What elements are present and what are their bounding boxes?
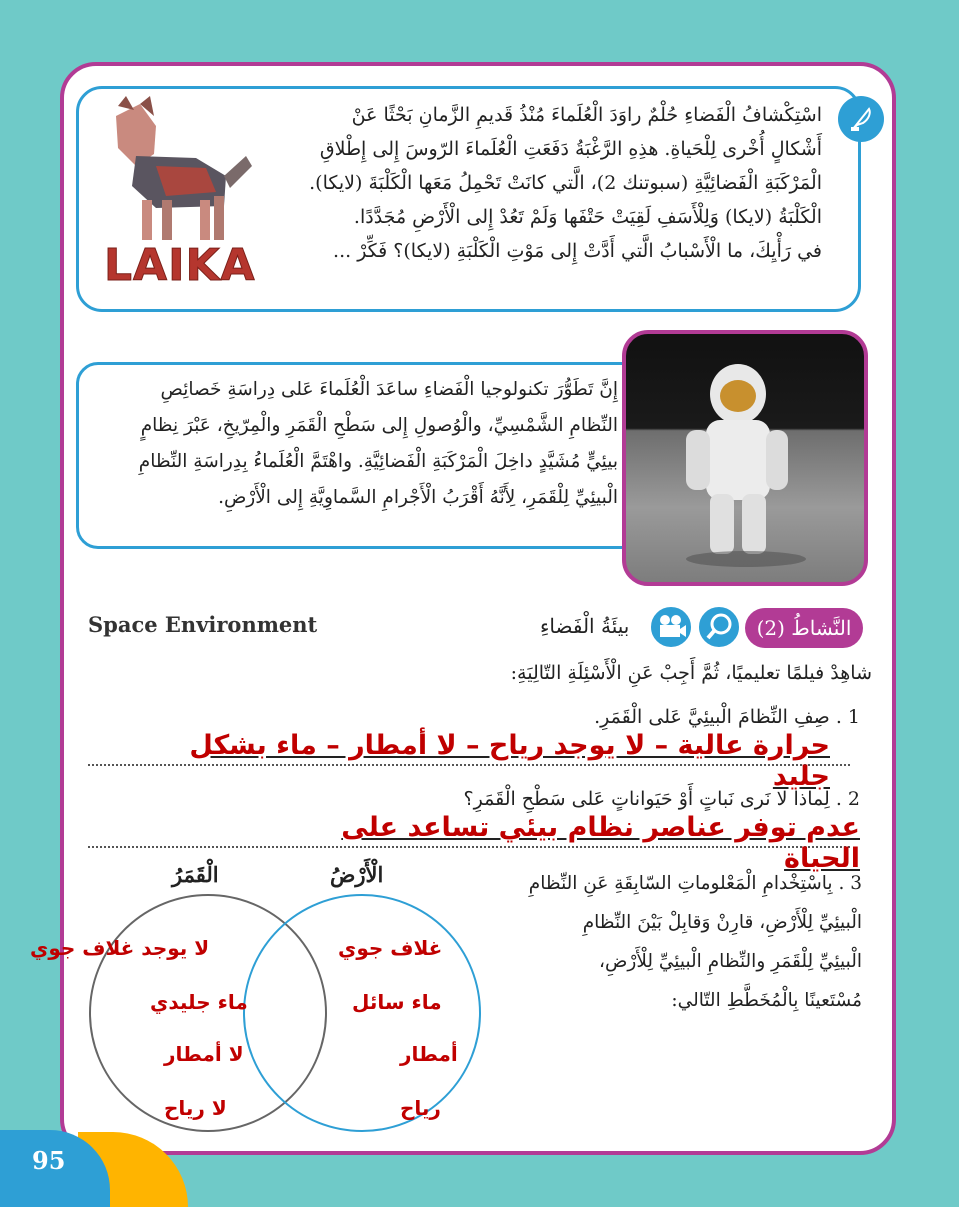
paragraph-line: الْمَرْكَبَةِ الْفَضائِيَّةِ (سبوتنك 2)، الَّتي كانَتْ تَحْمِلُ مَعَها الْكَلْبَةَ (لايكا). — [309, 172, 822, 194]
paragraph-line: اسْتِكْشافُ الْفَضاءِ حُلْمٌ راوَدَ الْعُلَماءَ مُنْذُ قَديمِ الزَّمانِ بَحْثًا عَنْ — [351, 104, 822, 126]
moon-item: لا يوجد غلاف جوي — [30, 936, 210, 960]
question-3-line: 3 . بِاسْتِخْدامِ الْمَعْلوماتِ السّابِقَةِ عَنِ النِّظامِ — [528, 873, 862, 894]
question-1: 1 . صِفِ النِّظامَ الْبيئِيَّ عَلى الْقَمَرِ. — [594, 706, 860, 728]
video-camera-icon — [648, 604, 694, 650]
question-3-line: الْبيئِيِّ لِلْقَمَرِ والنِّظامِ الْبيئِيِّ لِلْأَرْضِ، — [599, 951, 862, 972]
paragraph-line: بيئِيٍّ مُشَيَّدٍ داخِلَ الْمَرْكَبَةِ الْفَضائِيَّةِ. واهْتَمَّ الْعُلَماءُ بِدِراسَةِ النِّظامِ — [138, 451, 618, 472]
laika-caption: LAIKA — [104, 240, 256, 291]
earth-item: أمطار — [400, 1042, 458, 1066]
earth-label: الْأَرْضُ — [330, 862, 384, 887]
quill-icon — [838, 96, 884, 142]
paragraph-line: الْبيئِيِّ لِلْقَمَرِ، لِأَنَّهُ أَقْرَبُ الْأَجْرامِ السَّماوِيَّةِ إِلى الْأَرْضِ. — [218, 487, 618, 508]
activity-title-en: Space Environment — [88, 612, 318, 637]
answer-1: حرارة عالية – لا يوجد رياح – لا أمطار – ماء بشكل جليد — [189, 730, 830, 792]
question-3-line: الْبيئِيِّ لِلْأَرْضِ، قارِنْ وَقابِلْ بَيْنَ النِّظامِ — [582, 912, 862, 933]
page-number: 95 — [32, 1146, 66, 1175]
answer-2: عدم توفر عناصر نظام بيئي تساعد على الحياة — [341, 812, 860, 874]
magnifier-icon — [696, 604, 742, 650]
question-2: 2 . لِماذا لا نَرى نَباتٍ أَوْ حَيَواناتٍ عَلى سَطْحِ الْقَمَرِ؟ — [463, 788, 860, 810]
paragraph-line: إِنَّ تَطَوُّرَ تكنولوجيا الْفَضاءِ ساعَدَ الْعُلَماءَ عَلى دِراسَةِ خَصائِصِ — [160, 379, 618, 400]
moon-item: لا أمطار — [164, 1042, 244, 1066]
moon-item: لا رياح — [164, 1096, 227, 1120]
moon-label: الْقَمَرُ — [172, 862, 219, 887]
activity-number-badge: النَّشاطُ (2) — [745, 608, 863, 648]
paragraph-line: في رَأْيِكَ، ما الْأَسْبابُ الَّتي أَدَّتْ إِلى مَوْتِ الْكَلْبَةِ (لايكا)؟ فَكِّرْ ... — [333, 240, 822, 262]
activity-title-ar: بيئَةُ الْفَضاءِ — [540, 614, 630, 638]
earth-item: رياح — [400, 1096, 441, 1120]
paragraph-line: أَشْكالٍ أُخْرى لِلْحَياةِ. هذِهِ الرَّغْبَةُ دَفَعَتِ الْعُلَماءَ الرّوسَ إِلى إِطْلاقِ — [319, 138, 822, 160]
earth-item: ماء سائل — [352, 990, 442, 1014]
paragraph-line: النِّظامِ الشَّمْسِيِّ، والْوُصولِ إِلى سَطْحِ الْقَمَرِ والْمِرّيخِ، عَبْرَ نِظامٍ — [140, 415, 618, 436]
earth-item: غلاف جوي — [338, 936, 443, 960]
astronaut-photo — [622, 330, 868, 586]
question-3 — [500, 864, 862, 1020]
question-3-line: مُسْتَعينًا بِالْمُخَطَّطِ التّالي: — [671, 990, 862, 1011]
paragraph-line: الْكَلْبَةُ (لايكا) وَلِلْأَسَفِ لَقِيَتْ حَتْفَها وَلَمْ تَعُدْ إِلى الْأَرْضِ مُجَدَّدًا. — [353, 206, 822, 228]
moon-item: ماء جليدي — [150, 990, 248, 1014]
laika-paragraph — [260, 98, 822, 268]
instruction-text: شاهِدْ فيلمًا تعليميًا، ثُمَّ أَجِبْ عَنِ الْأَسْئِلَةِ التّالِيَةِ: — [510, 662, 872, 684]
space-tech-paragraph — [88, 372, 618, 516]
